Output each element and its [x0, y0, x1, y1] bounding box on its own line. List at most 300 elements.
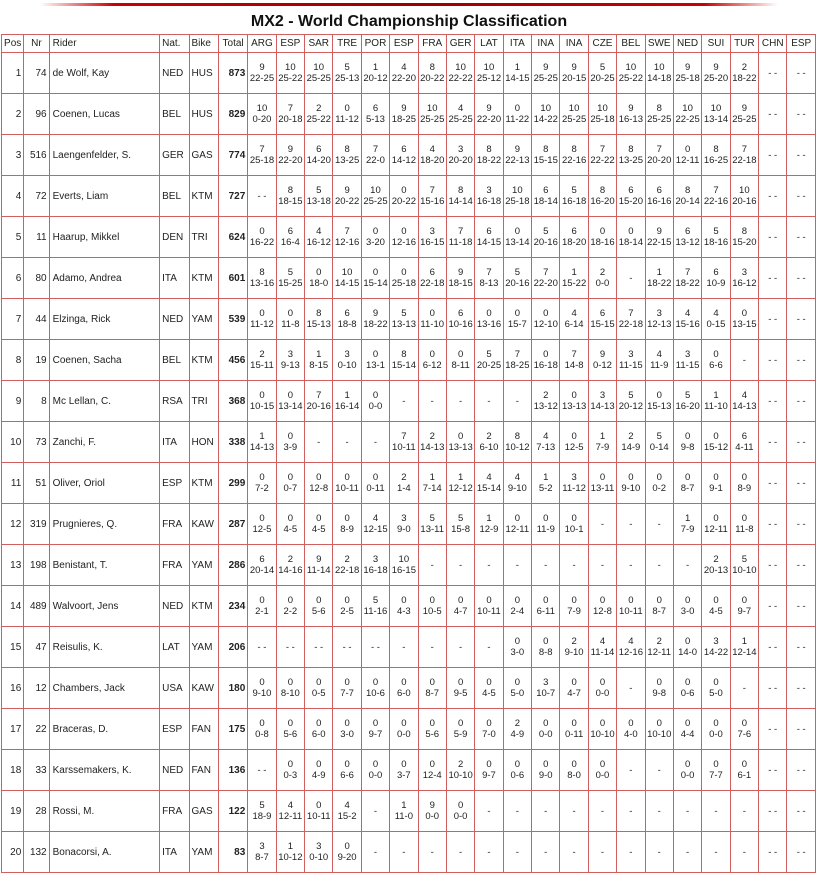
event-points: 3: [344, 349, 350, 360]
event-points: 8: [599, 185, 606, 196]
cell-event-result: [617, 135, 645, 176]
event-race-scores: 13-13: [391, 319, 416, 330]
event-race-scores: 16-15: [420, 237, 445, 248]
event-race-scores: -: [459, 559, 463, 571]
event-points: 0: [656, 472, 662, 483]
event-race-scores: -: [657, 805, 661, 817]
event-race-scores: 10-11: [619, 606, 643, 617]
event-race-scores: 9-10: [621, 483, 641, 494]
event-points: 0: [514, 103, 520, 114]
event-race-scores: 5-6: [425, 729, 440, 740]
event-points: 7: [514, 349, 520, 360]
cell-event-result: [305, 340, 333, 381]
cell-event-result: [361, 750, 389, 791]
event-race-scores: 12-12: [448, 483, 473, 494]
event-race-scores: 7-2: [255, 483, 269, 494]
event-race-scores: -: [572, 805, 576, 817]
event-race-scores: 18-8: [337, 319, 357, 330]
cell-event-result: [617, 340, 645, 381]
cell-event-result: [645, 545, 673, 586]
event-points: 4: [656, 349, 662, 360]
cell-event-result: [475, 586, 503, 627]
cell-event-result: [645, 463, 673, 504]
cell-event-result: [617, 299, 645, 340]
cell-event-result: [390, 627, 418, 668]
event-points: 0: [344, 841, 350, 852]
event-race-scores: 25-22: [618, 73, 643, 84]
cell-event-result: [418, 586, 446, 627]
event-race-scores: 10-15: [249, 401, 275, 412]
event-race-scores: 10-11: [306, 811, 331, 822]
cell-event-result: [503, 463, 531, 504]
cell-event-result: [333, 545, 361, 586]
event-points: 8: [429, 62, 435, 73]
event-race-scores: 14-0: [678, 647, 698, 658]
event-points: 1: [571, 267, 577, 278]
cell-event-result: [503, 381, 531, 422]
cell-nation: FRA: [160, 504, 189, 545]
event-race-scores: 12-5: [564, 442, 584, 453]
event-race-scores: 4-7: [453, 606, 468, 617]
event-race-scores: 25-22: [306, 114, 331, 125]
event-points: 10: [653, 62, 665, 73]
cell-pos: 19: [2, 791, 24, 832]
event-points: 0: [741, 513, 747, 524]
event-race-scores: 3-0: [680, 606, 695, 617]
cell-event-result: [702, 545, 730, 586]
cell-event-result: [560, 381, 588, 422]
event-points: 0: [316, 472, 322, 483]
cell-event-result: [503, 791, 531, 832]
cell-event-result: [418, 299, 446, 340]
cell-event-result: [617, 381, 645, 422]
event-race-scores: -: [600, 846, 605, 858]
event-race-scores: -: [629, 682, 633, 694]
event-points: 0: [684, 144, 691, 155]
cell-event-result: [305, 750, 333, 791]
event-points: 7: [259, 144, 265, 155]
event-points: 0: [372, 718, 379, 729]
cell-event-result: [532, 586, 560, 627]
cell-pos: 12: [2, 504, 24, 545]
cell-event-result: [390, 463, 418, 504]
table-row: [2, 832, 816, 873]
event-points: 0: [259, 390, 265, 401]
event-race-scores: 14-9: [621, 442, 641, 453]
event-race-scores: 22-18: [618, 319, 643, 330]
cell-bike: KAW: [189, 668, 218, 709]
event-race-scores: 11-10: [704, 401, 728, 412]
event-points: 9: [344, 185, 350, 196]
event-race-scores: 18-16: [590, 237, 615, 248]
event-points: 8: [287, 185, 293, 196]
cell-event-result: [475, 668, 503, 709]
cell-event-result: [617, 545, 645, 586]
cell-event-result: [702, 217, 730, 258]
event-points: 0: [514, 308, 520, 319]
cell-event-result: [702, 422, 730, 463]
cell-event-result: [673, 545, 701, 586]
cell-pos: 13: [2, 545, 24, 586]
cell-pos: 15: [2, 627, 24, 668]
event-race-scores: -: [742, 682, 746, 694]
event-race-scores: 10-5: [422, 606, 442, 617]
cell-event-result: [730, 381, 758, 422]
event-race-scores: 14-13: [732, 401, 757, 412]
cell-event-result: [730, 135, 758, 176]
cell-event-result: [759, 381, 787, 422]
cell-nation: NED: [160, 53, 189, 94]
event-race-scores: 0-0: [680, 770, 695, 781]
event-race-scores: 0-2: [652, 483, 667, 494]
event-race-scores: -: [629, 518, 633, 530]
event-race-scores: 4-3: [396, 606, 411, 617]
event-points: 0: [344, 472, 350, 483]
cell-nation: BEL: [160, 94, 189, 135]
cell-event-result: [333, 381, 361, 422]
cell-event-result: [503, 668, 531, 709]
cell-event-result: [588, 832, 616, 873]
event-points: 2: [486, 431, 492, 442]
event-race-scores: -: [742, 805, 746, 817]
event-race-scores: 5-0: [709, 688, 723, 699]
cell-event-result: [588, 545, 616, 586]
event-points: 1: [656, 267, 662, 278]
event-race-scores: 25-18: [505, 196, 530, 207]
event-race-scores: - -: [796, 600, 806, 612]
cell-event-result: [759, 299, 787, 340]
event-race-scores: - -: [768, 149, 778, 161]
event-race-scores: 14-22: [533, 114, 558, 125]
event-race-scores: - -: [370, 641, 380, 653]
cell-event-result: [503, 176, 531, 217]
cell-event-result: [702, 627, 730, 668]
cell-event-result: [617, 504, 645, 545]
event-race-scores: 4-5: [709, 606, 723, 617]
event-points: 0: [713, 349, 719, 360]
cell-event-result: [390, 709, 418, 750]
cell-event-result: [446, 258, 474, 299]
event-race-scores: 9-20: [337, 852, 357, 863]
event-race-scores: 16-12: [306, 237, 331, 248]
cell-event-result: [730, 422, 758, 463]
cell-event-result: [276, 627, 304, 668]
cell-event-result: [532, 53, 560, 94]
event-race-scores: 25-18: [675, 73, 700, 84]
event-points: 8: [344, 144, 350, 155]
event-race-scores: - -: [314, 641, 324, 653]
event-points: 0: [316, 513, 322, 524]
cell-event-result: [560, 832, 588, 873]
event-race-scores: 20-16: [505, 278, 530, 289]
cell-event-result: [418, 545, 446, 586]
cell-event-result: [446, 504, 474, 545]
cell-event-result: [276, 791, 304, 832]
cell-event-result: [759, 586, 787, 627]
cell-event-result: [560, 709, 588, 750]
event-race-scores: 0-15: [706, 319, 726, 330]
cell-event-result: [787, 94, 816, 135]
event-race-scores: 18-22: [363, 319, 388, 330]
cell-event-result: [446, 53, 474, 94]
event-race-scores: 6-10: [479, 442, 499, 453]
table-row: [2, 545, 816, 586]
event-points: 1: [713, 390, 719, 401]
cell-number: 12: [24, 668, 49, 709]
cell-event-result: [446, 586, 474, 627]
cell-total: 175: [218, 709, 247, 750]
cell-event-result: [702, 258, 730, 299]
cell-nation: FRA: [160, 791, 189, 832]
event-race-scores: 0-0: [368, 401, 383, 412]
event-race-scores: 20-15: [561, 73, 587, 84]
event-race-scores: 13-13: [448, 442, 473, 453]
cell-event-result: [446, 176, 474, 217]
cell-event-result: [730, 750, 758, 791]
event-race-scores: 13-13: [561, 401, 587, 412]
cell-event-result: [673, 381, 701, 422]
event-race-scores: 6-6: [340, 770, 354, 781]
cell-rider: Bonacorsi, A.: [49, 832, 159, 873]
event-points: 9: [429, 800, 435, 811]
event-points: 4: [741, 390, 747, 401]
event-race-scores: 20-18: [278, 114, 303, 125]
cell-number: 80: [24, 258, 49, 299]
event-points: 2: [571, 636, 577, 647]
cell-event-result: [446, 340, 474, 381]
cell-event-result: [645, 258, 673, 299]
event-points: 0: [486, 759, 492, 770]
cell-event-result: [305, 422, 333, 463]
cell-event-result: [446, 627, 474, 668]
cell-event-result: [390, 53, 418, 94]
cell-event-result: [673, 176, 701, 217]
cell-event-result: [532, 422, 560, 463]
cell-event-result: [673, 463, 701, 504]
event-race-scores: 5-6: [311, 606, 326, 617]
event-points: 5: [316, 185, 322, 196]
cell-nation: ITA: [160, 422, 189, 463]
cell-event-result: [673, 709, 701, 750]
cell-event-result: [617, 217, 645, 258]
cell-pos: 20: [2, 832, 24, 873]
cell-event-result: [333, 258, 361, 299]
event-race-scores: 10-10: [732, 565, 757, 576]
event-points: 0: [599, 595, 606, 606]
event-points: 10: [256, 103, 268, 114]
event-points: 0: [429, 759, 435, 770]
event-points: 3: [316, 841, 322, 852]
cell-number: 198: [24, 545, 49, 586]
cell-event-result: [588, 463, 616, 504]
cell-event-result: [787, 668, 816, 709]
cell-event-result: [787, 750, 816, 791]
header-row: [2, 35, 816, 53]
cell-event-result: [418, 668, 446, 709]
event-race-scores: - -: [796, 477, 806, 489]
event-points: 5: [628, 390, 634, 401]
event-points: 0: [656, 718, 662, 729]
cell-event-result: [617, 94, 645, 135]
event-race-scores: - -: [768, 272, 778, 284]
event-race-scores: 10-12: [278, 852, 303, 863]
cell-event-result: [418, 381, 446, 422]
event-race-scores: - -: [796, 108, 806, 120]
cell-event-result: [702, 94, 730, 135]
cell-event-result: [248, 381, 276, 422]
cell-bike: GAS: [189, 791, 218, 832]
event-points: 6: [259, 554, 265, 565]
event-race-scores: 2-2: [283, 606, 298, 617]
cell-event-result: [361, 299, 389, 340]
cell-pos: 16: [2, 668, 24, 709]
cell-event-result: [588, 709, 616, 750]
event-points: 7: [457, 226, 464, 237]
event-race-scores: -: [629, 764, 633, 776]
cell-event-result: [702, 709, 730, 750]
cell-number: 19: [24, 340, 49, 381]
event-points: 5: [684, 390, 691, 401]
table-row: [2, 340, 816, 381]
event-points: 0: [599, 677, 606, 688]
event-points: 9: [684, 62, 691, 73]
event-race-scores: -: [402, 395, 406, 407]
event-points: 3: [599, 390, 606, 401]
event-race-scores: -: [430, 641, 434, 653]
cell-number: 44: [24, 299, 49, 340]
cell-event-result: [645, 135, 673, 176]
event-points: 6: [344, 308, 350, 319]
cell-event-result: [560, 463, 588, 504]
event-points: 2: [457, 759, 464, 770]
cell-event-result: [418, 422, 446, 463]
event-points: 0: [429, 308, 435, 319]
event-race-scores: 7-13: [536, 442, 556, 453]
event-race-scores: 12-13: [647, 319, 672, 330]
event-points: 7: [316, 390, 322, 401]
event-points: 4: [316, 226, 322, 237]
event-points: 6: [287, 226, 293, 237]
event-points: 0: [571, 677, 577, 688]
event-race-scores: 9-0: [396, 524, 411, 535]
event-race-scores: 7-6: [737, 729, 752, 740]
cell-event-result: [730, 709, 758, 750]
event-points: 1: [486, 513, 492, 524]
cell-event-result: [730, 627, 758, 668]
cell-event-result: [673, 791, 701, 832]
event-race-scores: 9-0: [538, 770, 553, 781]
cell-event-result: [333, 504, 361, 545]
cell-event-result: [361, 791, 389, 832]
event-race-scores: 25-25: [306, 73, 331, 84]
cell-event-result: [787, 422, 816, 463]
cell-event-result: [361, 217, 389, 258]
event-points: 0: [287, 431, 293, 442]
event-points: 8: [543, 144, 549, 155]
event-points: 4: [684, 308, 691, 319]
table-row: [2, 299, 816, 340]
event-points: 0: [713, 759, 719, 770]
event-race-scores: 13-12: [675, 237, 700, 248]
event-race-scores: 10-1: [564, 524, 584, 535]
event-race-scores: 8-0: [567, 770, 581, 781]
event-points: 5: [429, 513, 435, 524]
event-race-scores: 20-20: [647, 155, 672, 166]
event-race-scores: - -: [257, 641, 267, 653]
event-race-scores: 10-7: [536, 688, 556, 699]
col-header-event: LAT: [475, 35, 503, 53]
cell-event-result: [532, 176, 560, 217]
cell-event-result: [276, 381, 304, 422]
event-race-scores: 20-25: [476, 360, 502, 371]
event-race-scores: 25-18: [249, 155, 275, 166]
cell-event-result: [560, 94, 588, 135]
event-points: 0: [457, 431, 464, 442]
cell-event-result: [588, 299, 616, 340]
event-race-scores: 25-25: [448, 114, 473, 125]
cell-event-result: [702, 668, 730, 709]
event-points: 0: [316, 718, 322, 729]
cell-event-result: [645, 504, 673, 545]
cell-total: 456: [218, 340, 247, 381]
event-race-scores: 12-14: [732, 647, 757, 658]
col-header-total: Total: [218, 35, 247, 53]
event-race-scores: 22-0: [365, 155, 385, 166]
cell-event-result: [645, 53, 673, 94]
event-race-scores: 7-7: [709, 770, 723, 781]
event-race-scores: 18-22: [732, 73, 757, 84]
cell-bike: TRI: [189, 217, 218, 258]
event-race-scores: -: [657, 518, 661, 530]
cell-event-result: [333, 627, 361, 668]
event-race-scores: -: [487, 846, 491, 858]
cell-pos: 10: [2, 422, 24, 463]
event-points: 2: [429, 431, 435, 442]
cell-event-result: [702, 176, 730, 217]
cell-rider: Mc Lellan, C.: [49, 381, 159, 422]
event-points: 0: [514, 677, 520, 688]
event-race-scores: 22-16: [561, 155, 587, 166]
event-race-scores: 13-12: [533, 401, 558, 412]
cell-event-result: [787, 299, 816, 340]
cell-event-result: [446, 135, 474, 176]
cell-event-result: [730, 586, 758, 627]
cell-event-result: [333, 135, 361, 176]
cell-event-result: [418, 504, 446, 545]
event-race-scores: 25-25: [420, 114, 445, 125]
cell-nation: DEN: [160, 217, 189, 258]
event-race-scores: 10-16: [448, 319, 473, 330]
event-points: 0: [429, 349, 435, 360]
event-race-scores: 12-11: [675, 155, 700, 166]
event-points: 8: [741, 226, 747, 237]
cell-event-result: [588, 340, 616, 381]
event-race-scores: 12-4: [422, 770, 442, 781]
event-points: 5: [344, 62, 350, 73]
event-points: 0: [656, 390, 662, 401]
event-race-scores: 14-15: [334, 278, 360, 289]
event-points: 10: [739, 185, 750, 196]
cell-bike: KTM: [189, 586, 218, 627]
table-row: [2, 668, 816, 709]
event-points: 0: [713, 513, 719, 524]
cell-event-result: [560, 340, 588, 381]
cell-rider: Elzinga, Rick: [49, 299, 159, 340]
event-race-scores: 18-20: [561, 237, 587, 248]
cell-event-result: [787, 504, 816, 545]
cell-event-result: [475, 709, 503, 750]
cell-event-result: [305, 217, 333, 258]
